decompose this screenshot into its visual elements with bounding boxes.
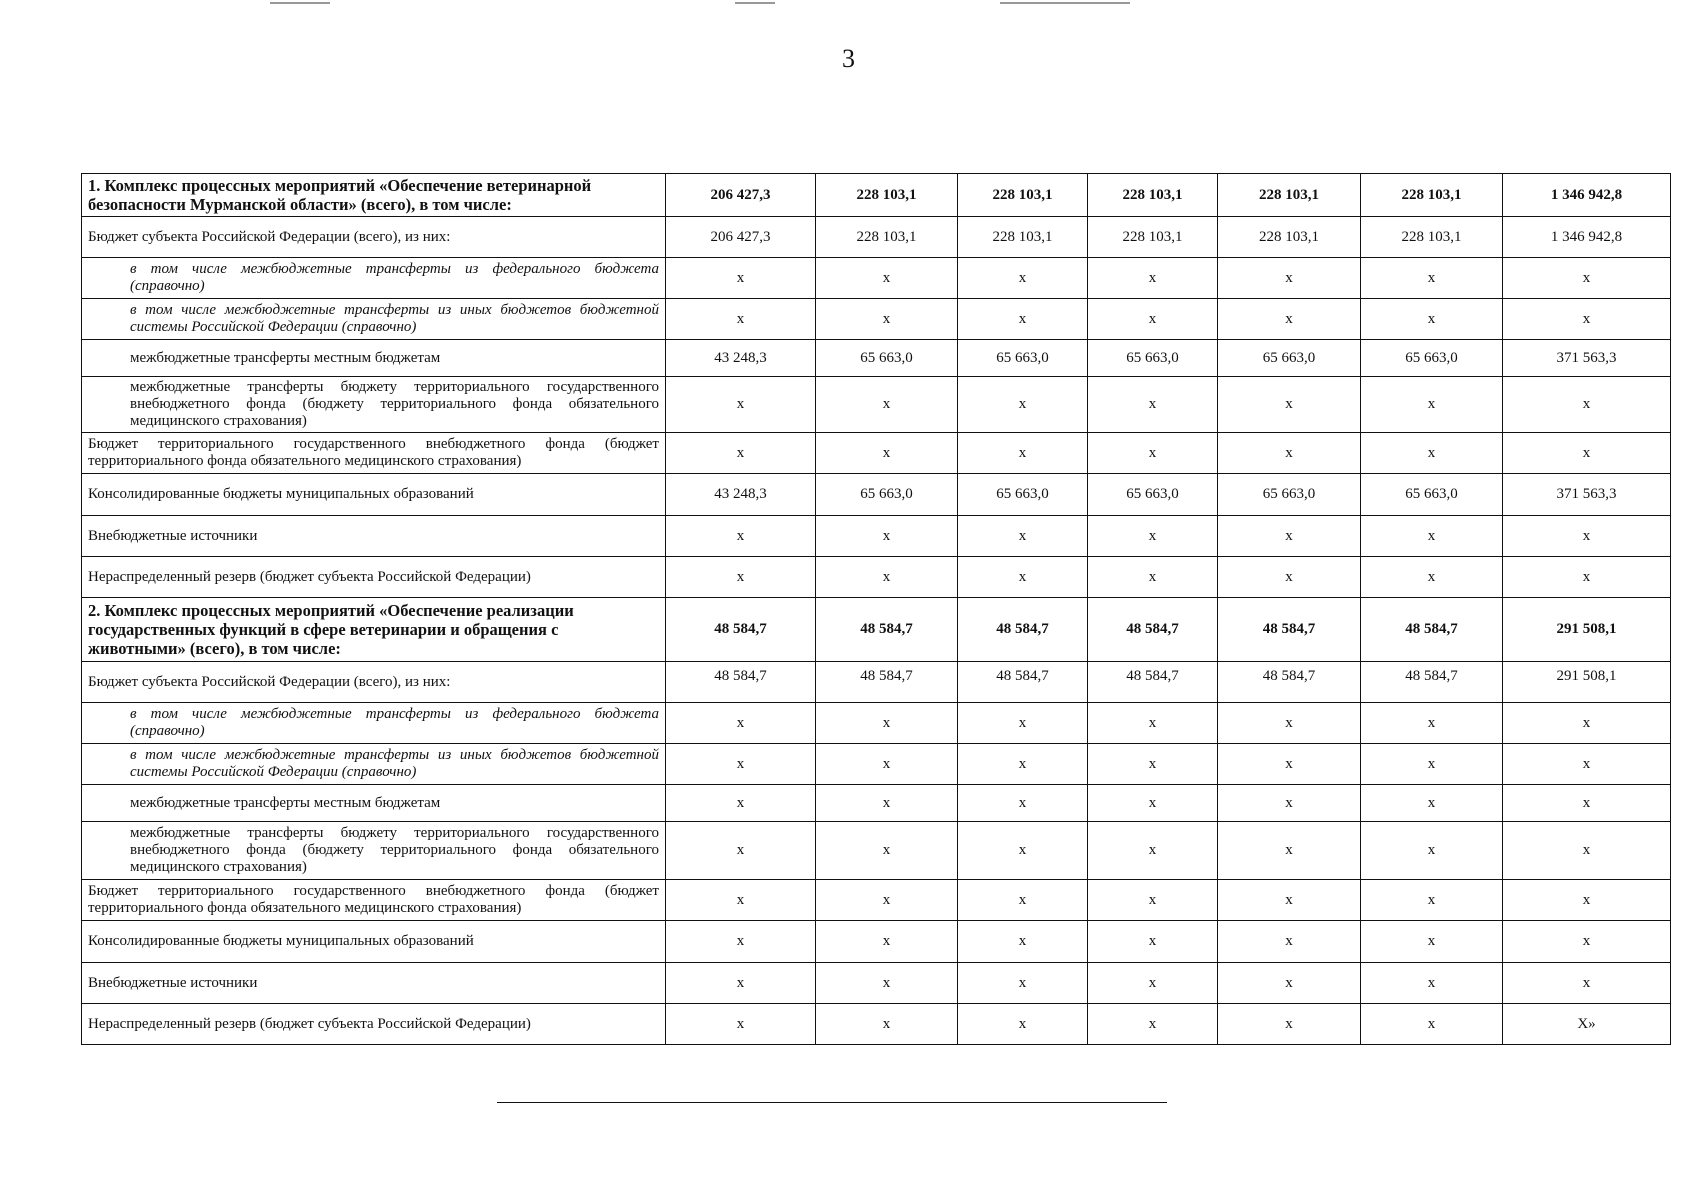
value-cell: 48 584,7 bbox=[1088, 598, 1218, 662]
scan-artifact bbox=[270, 2, 330, 4]
value-cell: 65 663,0 bbox=[1361, 340, 1503, 377]
value-cell: x bbox=[816, 822, 958, 880]
value-cell: x bbox=[1218, 703, 1361, 744]
row-label: в том числе межбюджетные трансферты из федерального бюджета (справочно) bbox=[82, 258, 666, 299]
table-row bbox=[82, 921, 1671, 963]
value-cell: x bbox=[666, 880, 816, 921]
value-cell: x bbox=[1088, 744, 1218, 785]
value-cell: x bbox=[1361, 963, 1503, 1004]
row-label: в том числе межбюджетные трансферты из иных бюджетов бюджетной системы Российской Федерации (справочно) bbox=[82, 299, 666, 340]
value-cell: x bbox=[1361, 299, 1503, 340]
table-row bbox=[82, 963, 1671, 1004]
value-cell: 65 663,0 bbox=[816, 474, 958, 516]
value-cell: 65 663,0 bbox=[816, 340, 958, 377]
value-cell: x bbox=[1088, 785, 1218, 822]
value-cell: 371 563,3 bbox=[1503, 340, 1671, 377]
value-cell: 228 103,1 bbox=[1361, 174, 1503, 217]
value-cell: 228 103,1 bbox=[1218, 174, 1361, 217]
value-cell: 65 663,0 bbox=[1361, 474, 1503, 516]
value-cell: 48 584,7 bbox=[958, 662, 1088, 703]
value-cell: x bbox=[1088, 822, 1218, 880]
value-cell: x bbox=[1218, 744, 1361, 785]
table-row bbox=[82, 433, 1671, 474]
row-label: межбюджетные трансферты бюджету территориального государственного внебюджетного фонда (бюджету территориального фонда обязательного медицинского страхования) bbox=[82, 822, 666, 880]
value-cell: x bbox=[1503, 744, 1671, 785]
value-cell: 48 584,7 bbox=[666, 598, 816, 662]
value-cell: x bbox=[666, 377, 816, 433]
value-cell: x bbox=[1218, 1004, 1361, 1045]
row-label: Нераспределенный резерв (бюджет субъекта Российской Федерации) bbox=[82, 557, 666, 598]
value-cell: x bbox=[816, 433, 958, 474]
value-cell: 371 563,3 bbox=[1503, 474, 1671, 516]
value-cell: x bbox=[816, 880, 958, 921]
row-label: Внебюджетные источники bbox=[82, 516, 666, 557]
value-cell: 291 508,1 bbox=[1503, 598, 1671, 662]
value-cell: x bbox=[958, 557, 1088, 598]
value-cell: x bbox=[1088, 557, 1218, 598]
value-cell: x bbox=[666, 433, 816, 474]
table-row bbox=[82, 377, 1671, 433]
value-cell: 65 663,0 bbox=[958, 474, 1088, 516]
value-cell: 48 584,7 bbox=[666, 662, 816, 703]
value-cell: x bbox=[1088, 880, 1218, 921]
value-cell: x bbox=[816, 258, 958, 299]
value-cell: x bbox=[1088, 921, 1218, 963]
value-cell: 291 508,1 bbox=[1503, 662, 1671, 703]
value-cell: x bbox=[666, 258, 816, 299]
value-cell: x bbox=[958, 785, 1088, 822]
value-cell: x bbox=[1361, 516, 1503, 557]
table-row bbox=[82, 703, 1671, 744]
value-cell: x bbox=[958, 921, 1088, 963]
value-cell: x bbox=[1218, 516, 1361, 557]
value-cell: 48 584,7 bbox=[958, 598, 1088, 662]
value-cell: 228 103,1 bbox=[958, 217, 1088, 258]
table-row bbox=[82, 217, 1671, 258]
value-cell: x bbox=[666, 921, 816, 963]
row-label: Бюджет территориального государственного внебюджетного фонда (бюджет территориального фонда обязательного медицинского страхования) bbox=[82, 880, 666, 921]
budget-table bbox=[81, 173, 1671, 1045]
table-row bbox=[82, 785, 1671, 822]
value-cell: x bbox=[816, 963, 958, 1004]
value-cell: x bbox=[1088, 299, 1218, 340]
value-cell: x bbox=[1361, 921, 1503, 963]
value-cell: x bbox=[1218, 377, 1361, 433]
value-cell: x bbox=[1503, 921, 1671, 963]
value-cell: x bbox=[1361, 433, 1503, 474]
value-cell: x bbox=[1503, 258, 1671, 299]
table-row bbox=[82, 174, 1671, 217]
value-cell: x bbox=[1503, 822, 1671, 880]
row-label: 2. Комплекс процессных мероприятий «Обеспечение реализации государственных функций в сфере ветеринарии и обращения с животными» (всего), в том числе: bbox=[82, 598, 666, 662]
value-cell: x bbox=[958, 822, 1088, 880]
value-cell: 206 427,3 bbox=[666, 217, 816, 258]
value-cell: x bbox=[816, 785, 958, 822]
table-row bbox=[82, 662, 1671, 703]
row-label: Консолидированные бюджеты муниципальных образований bbox=[82, 474, 666, 516]
value-cell: x bbox=[816, 744, 958, 785]
row-label: межбюджетные трансферты местным бюджетам bbox=[82, 785, 666, 822]
table-row bbox=[82, 340, 1671, 377]
value-cell: 43 248,3 bbox=[666, 340, 816, 377]
value-cell: x bbox=[1503, 516, 1671, 557]
value-cell: x bbox=[1218, 258, 1361, 299]
value-cell: 228 103,1 bbox=[958, 174, 1088, 217]
value-cell: x bbox=[958, 703, 1088, 744]
value-cell: 48 584,7 bbox=[1218, 598, 1361, 662]
value-cell: 228 103,1 bbox=[1088, 174, 1218, 217]
value-cell: x bbox=[1218, 299, 1361, 340]
value-cell: x bbox=[1218, 921, 1361, 963]
row-label: Нераспределенный резерв (бюджет субъекта Российской Федерации) bbox=[82, 1004, 666, 1045]
value-cell: x bbox=[666, 822, 816, 880]
value-cell: x bbox=[1361, 258, 1503, 299]
value-cell: 48 584,7 bbox=[1218, 662, 1361, 703]
footer-rule bbox=[497, 1102, 1167, 1103]
value-cell: 1 346 942,8 bbox=[1503, 217, 1671, 258]
value-cell: x bbox=[1088, 703, 1218, 744]
value-cell: 228 103,1 bbox=[1361, 217, 1503, 258]
value-cell: x bbox=[1088, 377, 1218, 433]
value-cell: x bbox=[1503, 299, 1671, 340]
value-cell: x bbox=[1361, 557, 1503, 598]
value-cell: x bbox=[958, 258, 1088, 299]
value-cell: x bbox=[958, 880, 1088, 921]
value-cell: 48 584,7 bbox=[1088, 662, 1218, 703]
value-cell: x bbox=[816, 1004, 958, 1045]
row-label: в том числе межбюджетные трансферты из федерального бюджета (справочно) bbox=[82, 703, 666, 744]
value-cell: x bbox=[1218, 557, 1361, 598]
value-cell: x bbox=[816, 703, 958, 744]
value-cell: x bbox=[816, 557, 958, 598]
value-cell: 65 663,0 bbox=[1088, 474, 1218, 516]
value-cell: x bbox=[1361, 1004, 1503, 1045]
table-row bbox=[82, 516, 1671, 557]
value-cell: 228 103,1 bbox=[1088, 217, 1218, 258]
value-cell: x bbox=[1361, 822, 1503, 880]
value-cell: x bbox=[1503, 963, 1671, 1004]
row-label: межбюджетные трансферты местным бюджетам bbox=[82, 340, 666, 377]
value-cell: 228 103,1 bbox=[816, 174, 958, 217]
value-cell: 1 346 942,8 bbox=[1503, 174, 1671, 217]
row-label: Консолидированные бюджеты муниципальных образований bbox=[82, 921, 666, 963]
row-label: межбюджетные трансферты бюджету территориального государственного внебюджетного фонда (бюджету территориального фонда обязательного медицинского страхования) bbox=[82, 377, 666, 433]
row-label: Бюджет территориального государственного внебюджетного фонда (бюджет территориального фонда обязательного медицинского страхования) bbox=[82, 433, 666, 474]
value-cell: x bbox=[666, 785, 816, 822]
value-cell: x bbox=[1503, 703, 1671, 744]
value-cell: x bbox=[1361, 703, 1503, 744]
value-cell: x bbox=[816, 516, 958, 557]
value-cell: x bbox=[816, 921, 958, 963]
value-cell: 206 427,3 bbox=[666, 174, 816, 217]
value-cell: x bbox=[666, 1004, 816, 1045]
value-cell: x bbox=[1361, 744, 1503, 785]
value-cell: x bbox=[958, 1004, 1088, 1045]
scan-artifact bbox=[1000, 2, 1130, 4]
value-cell: x bbox=[1218, 785, 1361, 822]
value-cell: x bbox=[1503, 377, 1671, 433]
value-cell: x bbox=[958, 744, 1088, 785]
table-row bbox=[82, 258, 1671, 299]
table-row bbox=[82, 598, 1671, 662]
value-cell: x bbox=[816, 377, 958, 433]
value-cell: x bbox=[1361, 785, 1503, 822]
value-cell: x bbox=[816, 299, 958, 340]
value-cell: x bbox=[1088, 258, 1218, 299]
budget-table-body bbox=[82, 174, 1671, 1045]
value-cell: x bbox=[666, 703, 816, 744]
value-cell: x bbox=[666, 557, 816, 598]
value-cell: x bbox=[1503, 880, 1671, 921]
row-label: в том числе межбюджетные трансферты из иных бюджетов бюджетной системы Российской Федерации (справочно) bbox=[82, 744, 666, 785]
table-row bbox=[82, 822, 1671, 880]
value-cell: X» bbox=[1503, 1004, 1671, 1045]
value-cell: x bbox=[666, 299, 816, 340]
value-cell: x bbox=[958, 377, 1088, 433]
value-cell: 65 663,0 bbox=[1088, 340, 1218, 377]
value-cell: 228 103,1 bbox=[816, 217, 958, 258]
value-cell: 65 663,0 bbox=[1218, 474, 1361, 516]
value-cell: x bbox=[1088, 516, 1218, 557]
table-row bbox=[82, 1004, 1671, 1045]
value-cell: x bbox=[958, 963, 1088, 1004]
value-cell: x bbox=[958, 516, 1088, 557]
table-row bbox=[82, 880, 1671, 921]
row-label: Внебюджетные источники bbox=[82, 963, 666, 1004]
value-cell: x bbox=[666, 744, 816, 785]
scan-artifact bbox=[735, 2, 775, 4]
value-cell: 48 584,7 bbox=[1361, 662, 1503, 703]
value-cell: x bbox=[666, 963, 816, 1004]
row-label: Бюджет субъекта Российской Федерации (всего), из них: bbox=[82, 217, 666, 258]
value-cell: 48 584,7 bbox=[816, 662, 958, 703]
value-cell: x bbox=[1218, 433, 1361, 474]
table-row bbox=[82, 474, 1671, 516]
value-cell: 65 663,0 bbox=[1218, 340, 1361, 377]
page-number: 3 bbox=[842, 44, 855, 73]
value-cell: x bbox=[1503, 433, 1671, 474]
value-cell: x bbox=[1088, 433, 1218, 474]
table-row bbox=[82, 299, 1671, 340]
value-cell: x bbox=[1361, 880, 1503, 921]
value-cell: x bbox=[958, 299, 1088, 340]
value-cell: x bbox=[1218, 880, 1361, 921]
value-cell: x bbox=[1218, 963, 1361, 1004]
value-cell: x bbox=[1088, 963, 1218, 1004]
value-cell: 65 663,0 bbox=[958, 340, 1088, 377]
value-cell: x bbox=[1503, 785, 1671, 822]
value-cell: x bbox=[1503, 557, 1671, 598]
table-row bbox=[82, 744, 1671, 785]
value-cell: 48 584,7 bbox=[816, 598, 958, 662]
value-cell: x bbox=[958, 433, 1088, 474]
row-label: Бюджет субъекта Российской Федерации (всего), из них: bbox=[82, 662, 666, 703]
value-cell: x bbox=[1218, 822, 1361, 880]
row-label: 1. Комплекс процессных мероприятий «Обеспечение ветеринарной безопасности Мурманской области» (всего), в том числе: bbox=[82, 174, 666, 217]
value-cell: 43 248,3 bbox=[666, 474, 816, 516]
value-cell: 48 584,7 bbox=[1361, 598, 1503, 662]
value-cell: 228 103,1 bbox=[1218, 217, 1361, 258]
table-row bbox=[82, 557, 1671, 598]
value-cell: x bbox=[1088, 1004, 1218, 1045]
value-cell: x bbox=[666, 516, 816, 557]
value-cell: x bbox=[1361, 377, 1503, 433]
